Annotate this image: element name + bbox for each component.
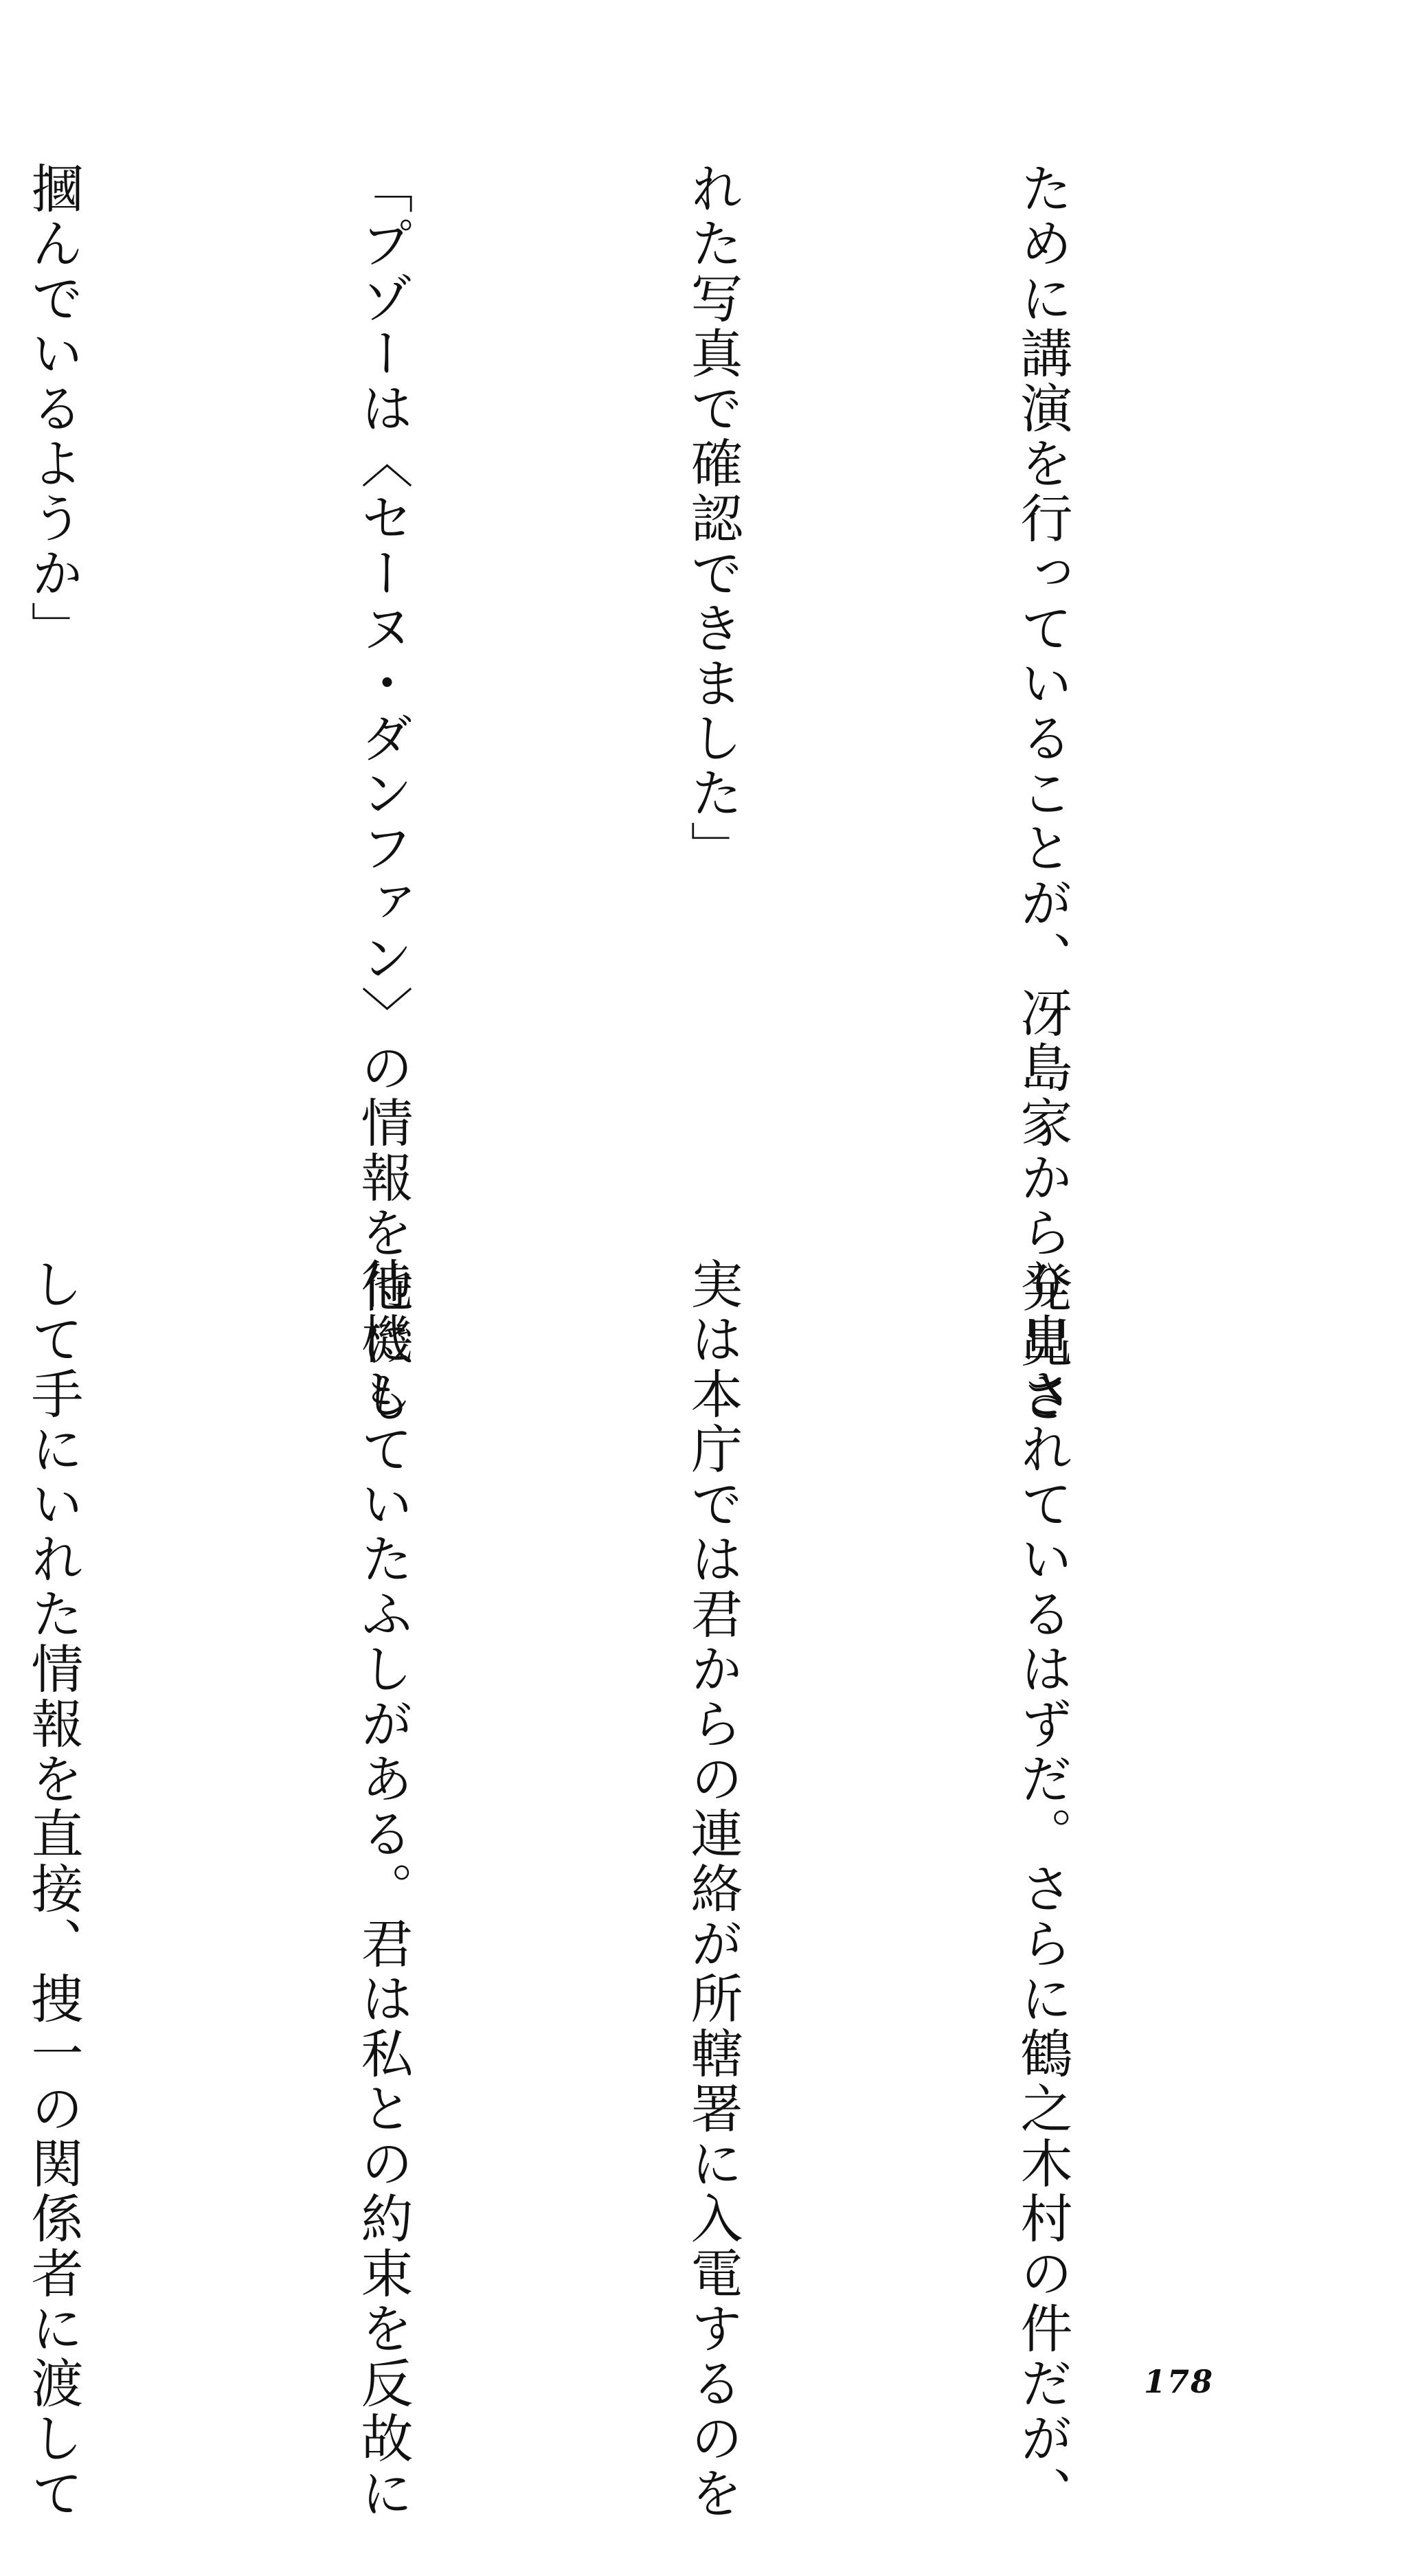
page-number: 178 <box>1144 2363 1215 2400</box>
text-column: ために講演を行っていることが、冴島家から発見さ <box>1012 161 1073 1425</box>
upper-text-block <box>0 161 1317 1425</box>
text-column: 実は本庁では君からの連絡が所轄署に入電するのを <box>682 1257 743 2521</box>
text-column: して手にいれた情報を直接、捜一の関係者に渡して <box>23 1257 84 2521</box>
text-column: 摑んでいるようか」 <box>23 161 84 656</box>
text-column: れた写真で確認できました」 <box>682 161 743 876</box>
text-column: り出されているはずだ。さらに鶴之木村の件だが、 <box>1012 1257 1073 2521</box>
text-column: 待機していたふしがある。君は私との約束を反故に <box>352 1257 414 2521</box>
text-column: 「プゾーは〈セーヌ・ダンファン〉の情報を他にも <box>352 161 414 1425</box>
